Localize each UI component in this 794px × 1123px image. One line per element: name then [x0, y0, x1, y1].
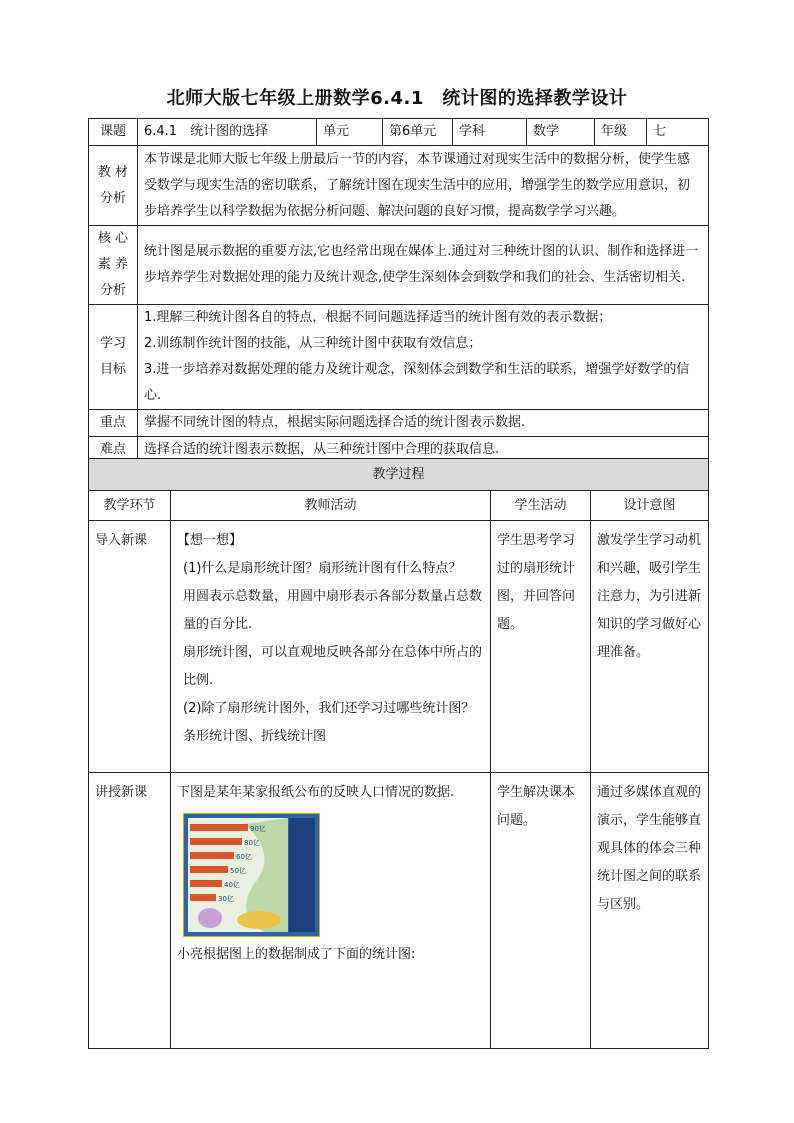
table-row — [89, 521, 709, 773]
teacher-line: 用圆表示总数量，用圆中扇形表示各部分数量占总数量的百分比. — [183, 589, 483, 632]
keypoint-label: 重点 — [89, 410, 138, 437]
teacher-line: 小亮根据图上的数据制成了下面的统计图: — [177, 947, 416, 962]
stage-cell: 讲授新课 — [89, 773, 171, 1049]
figure-bar — [190, 866, 228, 873]
subject-value: 6.4.1 统计图的选择 — [138, 119, 317, 146]
figure-bar — [190, 838, 242, 845]
difficulty-label: 难点 — [89, 437, 138, 464]
header-stage: 教学环节 — [89, 491, 171, 521]
difficulty-text: 选择合适的统计图表示数据，从三种统计图中合理的获取信息. — [138, 437, 709, 464]
grade-value: 七 — [647, 119, 709, 146]
teacher-cell — [171, 773, 491, 1049]
intent-cell: 激发学生学习动机和兴趣，吸引学生注意力，为引进新知识的学习做好心理准备。 — [591, 521, 709, 773]
page-title: 北师大版七年级上册数学6.4.1 统计图的选择教学设计 — [166, 88, 628, 109]
teacher-cell — [171, 521, 491, 773]
teacher-line: 【想一想】 — [177, 533, 243, 548]
figure-bar-label: 50亿 — [230, 867, 246, 875]
figure-bar — [190, 824, 248, 831]
newspaper-population-figure — [183, 813, 320, 937]
table-row — [89, 773, 709, 1049]
figure-bar-label: 90亿 — [250, 825, 266, 833]
student-cell: 学生解决课本问题。 — [491, 773, 591, 1049]
goal-item: 2.训练制作统计图的技能，从三种统计图中获取有效信息； — [144, 336, 482, 351]
figure-bar-label: 30亿 — [218, 895, 234, 903]
header-teacher: 教师活动 — [171, 491, 491, 521]
figure-bar — [190, 852, 234, 859]
figure-bar — [190, 880, 222, 887]
header-student: 学生活动 — [491, 491, 591, 521]
goals-label: 学习 目标 — [89, 305, 138, 410]
grade-label: 年级 — [595, 119, 647, 146]
stage-cell: 导入新课 — [89, 521, 171, 773]
process-table — [88, 458, 709, 1049]
goal-item: 1.理解三种统计图各自的特点，根据不同问题选择适当的统计图有效的表示数据； — [144, 310, 612, 325]
analysis-label: 教 材 分析 — [89, 146, 138, 226]
core-text: 统计图是展示数据的重要方法,它也经常出现在媒体上.通过对三种统计图的认识、制作和选择进一步培养学生对数据处理的能力及统计观念,使学生深刻体会到数学和我们的社会、生活密切相关. — [138, 226, 709, 305]
goals-text — [138, 305, 709, 410]
figure-bar — [190, 894, 216, 901]
student-cell: 学生思考学习过的扇形统计图，并回答问题。 — [491, 521, 591, 773]
figure-bar-label: 80亿 — [244, 839, 260, 847]
figure-bar-label: 40亿 — [224, 881, 240, 889]
unit-label: 单元 — [317, 119, 383, 146]
teacher-line: 条形统计图、折线统计图 — [183, 729, 327, 744]
figure-bar-label: 60亿 — [236, 853, 252, 861]
process-banner: 教学过程 — [89, 459, 709, 491]
unit-value: 第6单元 — [383, 119, 453, 146]
subject-label: 课题 — [89, 119, 138, 146]
header-intent: 设计意图 — [591, 491, 709, 521]
intent-cell: 通过多媒体直观的演示，学生能够直观具体的体会三种统计图之间的联系与区别。 — [591, 773, 709, 1049]
keypoint-text: 掌握不同统计图的特点，根据实际问题选择合适的统计图表示数据. — [138, 410, 709, 437]
teacher-line: 扇形统计图，可以直观地反映各部分在总体中所占的比例. — [183, 645, 483, 688]
core-label: 核 心 素 养 分析 — [89, 226, 138, 305]
goal-item: 3.进一步培养对数据处理的能力及统计观念，深刻体会到数学和生活的联系，增强学好数学的信心. — [144, 362, 690, 403]
course-info-table — [88, 118, 709, 464]
teacher-line: (2)除了扇形统计图外，我们还学习过哪些统计图？ — [183, 701, 475, 716]
teacher-line: 下图是某年某家报纸公布的反映人口情况的数据. — [177, 785, 455, 800]
analysis-text: 本节课是北师大版七年级上册最后一节的内容，本节课通过对现实生活中的数据分析，使学生感受数学与现实生活的密切联系，了解统计图在现实生活中的应用，增强学生的数学应用意识，初步培养学生以科学数据为依据分析问题、解决问题的良好习惯，提高数学学习兴趣。 — [138, 146, 709, 226]
course-label: 学科 — [453, 119, 527, 146]
teacher-line: (1)什么是扇形统计图？扇形统计图有什么特点？ — [183, 561, 462, 576]
course-value: 数学 — [527, 119, 595, 146]
